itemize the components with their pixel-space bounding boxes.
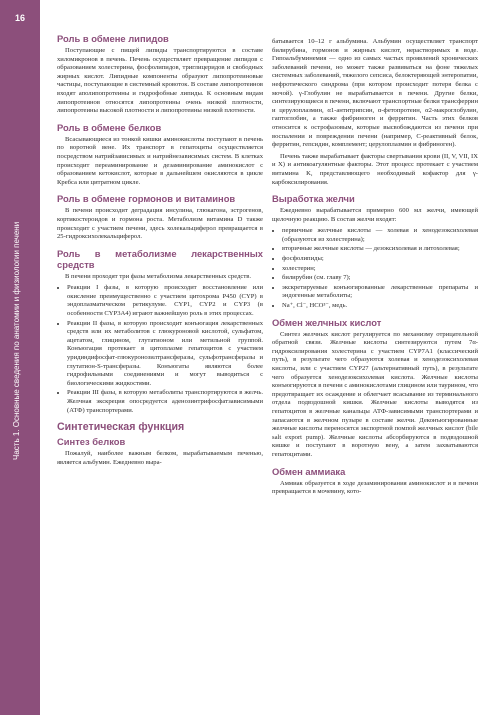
page-number: 16 bbox=[14, 13, 25, 23]
paragraph-lipids: Поступающие с пищей липиды транспортируются в составе хиломикронов в печень. Печень осуществляет превращение липидов с образованием холестерина, фосфолипидов, триглицеридов и свободных жирных кислот. Липидные компоненты образуют липопротеиновые частицы, поступающие в системный кровоток. В составе липопротеинов входят аполипопротеины и гидрофобные липиды. К основным видам липопротеинов относятся липопротеины очень низкой плотности, липопротеины высокой плотности и липопротеины низкой плотности. bbox=[57, 47, 263, 115]
list-item: • первичные желчные кислоты — холевая и хенодезоксихолевая (образуются из холестерина); bbox=[282, 227, 478, 244]
list-item: • Реакции II фазы, в которую происходит конъюгация лекарственных средств или их метаболитов с глюкуроновой кислотой, сульфатом, ацетатом, глицином, глутатионом или метильной группой. Конъюгация протекает в цитоплазме гепатоцитов с участием уридиндифосфат-глюкуронозилтрансферазы, сульфотрансферазы и глутатион-S-трансферазы. Конъюгаты являются более гидрофильными соединениями и могут выводиться с биологическими жидкостями. bbox=[67, 320, 263, 389]
paragraph-albumin-continued: батывается 10–12 г альбумина. Альбумин осуществляет транспорт билирубина, гормонов и жирных кислот, нерастворимых в воде. Гипоальбуминемия — одно из самых частых проявлений хронических заболеваний печени, но может также развиваться на фоне тяжелых системных заболеваний, тяжелого сепсиса, белоктеряющей энтеропатии, нефротического синдрома (при котором происходит потеря белка с мочой). γ-Глобулин не вырабатывается в печени. Другие белки, синтезирующиеся в печени, включают транспортные белки трансферрин и церулоплазмин, α1-антитрипсин, α-фетопротеин, α2-макроглобулин, гаптоглобин, а также фибриноген и ферритин. Часть этих белков относится к острофазовым, которые высвобождаются из печени при воспалении и повреждении печени (например, С-реактивный белок, ферритин, гепсидин, комплемент; церулоплазмин и фибриноген). bbox=[272, 38, 478, 149]
section-drugs bbox=[57, 248, 263, 416]
heading-bile-acids: Обмен желчных кислот bbox=[272, 316, 382, 328]
list-item: • фосфолипиды; bbox=[282, 255, 478, 264]
subheading-protein-synthesis: Синтез белков bbox=[57, 436, 126, 448]
heading-synthetic-function: Синтетическая функция bbox=[57, 421, 185, 434]
paragraph-protein-synthesis: Пожалуй, наиболее важным белком, вырабатываемым печенью, является альбумин. Ежедневно выра- bbox=[57, 450, 263, 466]
section-bile-acids bbox=[272, 317, 478, 460]
list-item: • Реакции III фазы, в которую метаболиты транспортируются в желчь. Желчная экскреция опосредуется аденозинтрифосфатзависимыми (АТФ) транспортерами. bbox=[67, 389, 263, 415]
right-column bbox=[272, 38, 478, 500]
list-item: • вторичные желчные кислоты — дезоксихолевая и литохолевая; bbox=[282, 245, 478, 254]
heading-bile: Выработка желчи bbox=[272, 193, 355, 205]
list-item: • холестерин; bbox=[282, 265, 478, 274]
chapter-title: Часть 1. Основные сведения по анатомии и физиологии печени bbox=[12, 221, 21, 460]
chapter-sidebar bbox=[0, 0, 40, 715]
paragraph-hormones: В печени происходит деградация инсулина, глюкагона, эстрогенов, кортикостероидов и гормона роста. Метаболизм витамина D также происходит с участием печени, здесь холекальциферол превращается в 25-гидроксихолекальциферол. bbox=[57, 207, 263, 241]
section-bile bbox=[272, 193, 478, 311]
section-hormones bbox=[57, 193, 263, 241]
section-lipids bbox=[57, 33, 263, 116]
paragraph-proteins: Всасывающиеся из тонкой кишки аминокислоты поступают в печень по воротной вене. Их транспорт в гепатоциты осуществляется посредством натрийзависимых и натрийнезависимых систем. В клетках происходит переаминирование и дезаминирование аминокислот с образованием кетокислот, которые в дальнейшем окисляются в цикле Кребса или цитратном цикле. bbox=[57, 135, 263, 186]
heading-lipids: Роль в обмене липидов bbox=[57, 33, 169, 44]
list-item: • экскретируемые конъюгированные лекарственные препараты и эндогенные метаболиты; bbox=[282, 284, 478, 301]
list-item: • билирубин (см. главу 7); bbox=[282, 274, 478, 283]
section-proteins bbox=[57, 122, 263, 188]
heading-drugs: Роль в метаболизме лекарственных средств bbox=[57, 247, 263, 270]
section-synthetic bbox=[57, 421, 263, 467]
heading-ammonia: Обмен аммиака bbox=[272, 465, 346, 477]
list-drug-phases bbox=[57, 284, 263, 415]
paragraph-bile-intro: Ежедневно вырабатывается примерно 600 мл желчи, имеющей щелочную реакцию. В состав желчи входят: bbox=[272, 207, 478, 223]
left-column bbox=[57, 33, 263, 470]
section-ammonia bbox=[272, 466, 478, 497]
paragraph-bile-acids: Синтез желчных кислот регулируется по механизму отрицательной обратной связи. Желчные кислоты синтезируются путем 7α-гидроксилирования холестерина с участием CYP7A1 (классический путь), в результате чего образуются холевая и хенодезоксихолевая кислоты, или с участием CYP27 (альтернативный путь), в результате чего образуется хенодезоксихолевая кислота. Желчные кислоты конъюгируются в печени с аминокислотами глицином или таурином, что предотвращает их осаждение и облегчает всасывание из терминального отдела подвздошной кишки. Желчные кислоты выводятся из гепатоцитов в желчные канальцы АТФ-зависимыми транспортерами и запасаются в желчном пузыре в составе желчи. Деконъюгированные желчные кислоты переносятся экспортной помпой желчных кислот (bile salt export pump). Желчные кислоты абсорбируются в подвздошной кишке и поступают в воротную вену, а затем захватываются гепатоцитами. bbox=[272, 330, 478, 458]
paragraph-drugs-intro: В печени проходят три фазы метаболизма лекарственных средств. bbox=[65, 272, 251, 280]
paragraph-ammonia: Аммиак образуется в ходе дезаминирования аминокислот и в печени превращается в мочевину, кото- bbox=[272, 479, 478, 496]
list-item: • Реакции I фазы, в которую происходит восстановление или окисление преимущественно с участием цитохрома P450 (CYP) в эндоплазматическом ретикулуме. CYP1, CYP2 и CYP3 (в особенности CYP3A4) играют важнейшую роль в этих процессах. bbox=[67, 284, 263, 318]
paragraph-clotting: Печень также вырабатывает факторы свертывания крови (II, V, VII, IX и X) и антикоагулянтные факторы. Этот процесс протекает с участием витамина K, представляющего необходимый кофактор для γ-карбоксилирования. bbox=[272, 152, 478, 186]
list-item: • Na⁺, Cl⁻, HCO³⁻, медь. bbox=[282, 302, 478, 311]
heading-hormones: Роль в обмене гормонов и витаминов bbox=[57, 193, 236, 205]
heading-proteins: Роль в обмене белков bbox=[57, 121, 162, 133]
list-bile-components bbox=[272, 227, 478, 310]
